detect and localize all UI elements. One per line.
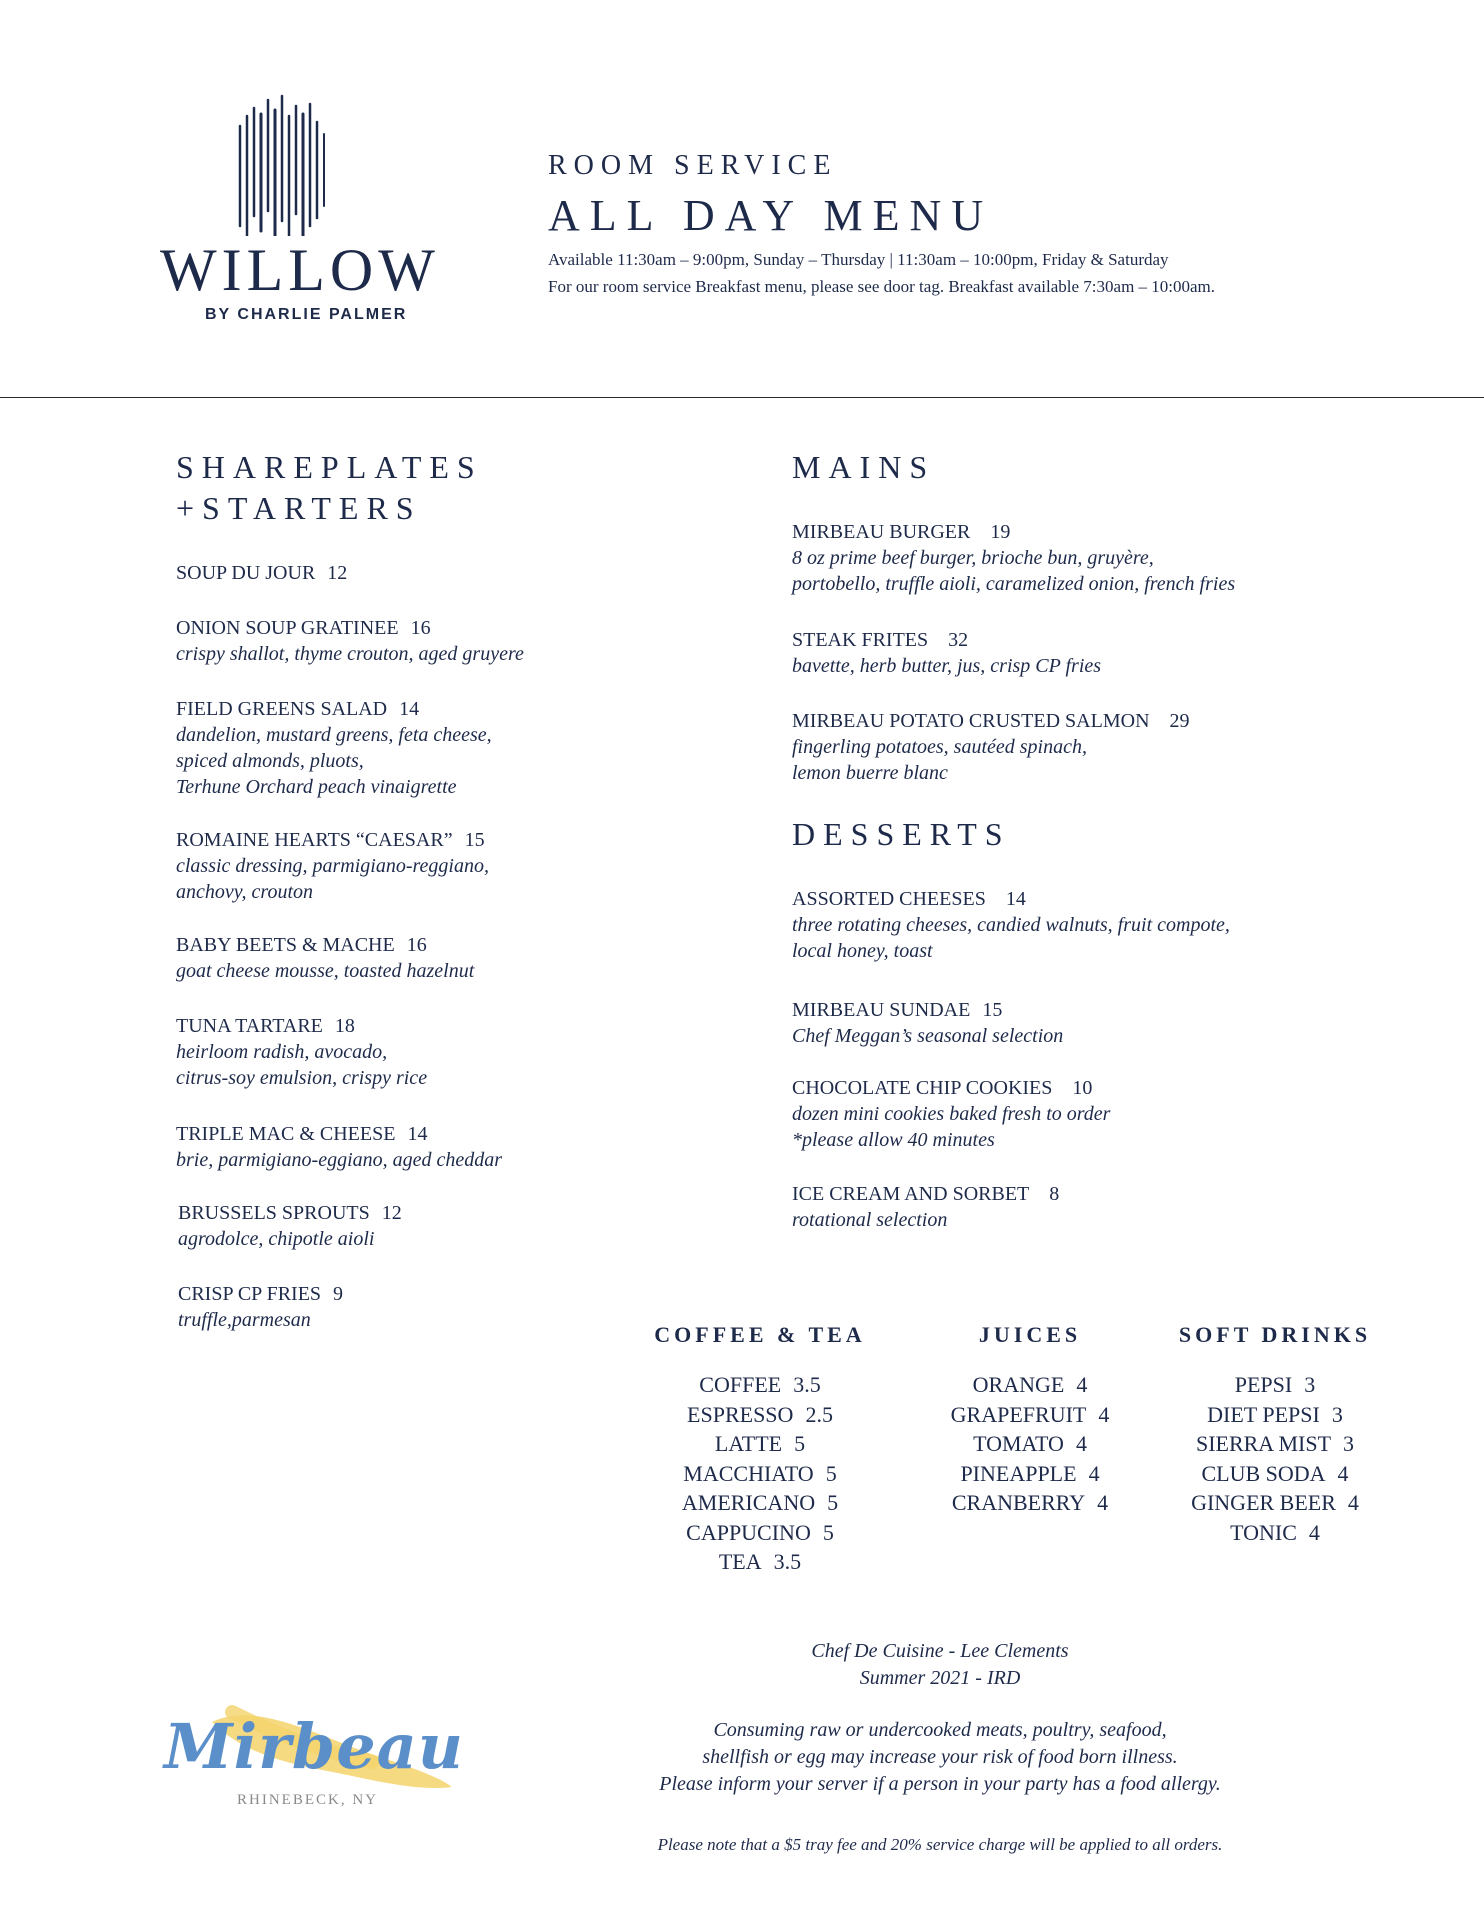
drink-name: GRAPEFRUIT xyxy=(950,1401,1087,1427)
item-description: rotational selection xyxy=(792,1209,948,1231)
item-name: MIRBEAU POTATO CRUSTED SALMON xyxy=(792,710,1150,732)
drink-name: GINGER BEER xyxy=(1191,1490,1336,1515)
item-price: 14 xyxy=(1005,888,1026,910)
menu-item xyxy=(178,1281,343,1333)
item-name: STEAK FRITES xyxy=(792,629,929,651)
item-name: ASSORTED CHEESES xyxy=(792,888,986,910)
header-subtitle: ROOM SERVICE xyxy=(548,150,838,181)
menu-item xyxy=(176,696,492,800)
menu-item xyxy=(792,1181,1059,1233)
health-warning-line-1: Consuming raw or undercooked meats, poultry, seafood, xyxy=(713,1719,1167,1741)
item-description: agrodolce, chipotle aioli xyxy=(178,1228,375,1250)
menu-item xyxy=(792,627,1101,679)
menu-item xyxy=(176,827,489,905)
item-description: three rotating cheeses, candied walnuts, fruit compote, local honey, toast xyxy=(792,914,1230,962)
item-price: 29 xyxy=(1169,710,1190,732)
item-price: 12 xyxy=(327,562,348,584)
shareplates-title xyxy=(176,447,483,529)
health-warning-line-2: shellfish or egg may increase your risk of food born illness. xyxy=(702,1746,1178,1768)
drink-item xyxy=(1160,1488,1390,1518)
item-description: fingerling potatoes, sautéed spinach, lemon buerre blanc xyxy=(792,736,1087,784)
drink-name: CAPPUCINO xyxy=(686,1519,811,1545)
willow-wordmark: WILLOW xyxy=(160,237,440,303)
item-name: ICE CREAM AND SORBET xyxy=(792,1183,1030,1205)
drink-price: 5 xyxy=(827,1490,839,1515)
chef-credit: Chef De Cuisine - Lee Clements xyxy=(811,1640,1069,1662)
allergy-notice: Please inform your server if a person in your party has a food allergy. xyxy=(659,1773,1221,1795)
item-price: 32 xyxy=(948,629,969,651)
drink-price: 4 xyxy=(1097,1490,1109,1515)
drink-price: 4 xyxy=(1088,1460,1100,1486)
drink-name: PINEAPPLE xyxy=(960,1460,1077,1486)
drink-name: PEPSI xyxy=(1234,1372,1293,1397)
item-name: BABY BEETS & MACHE xyxy=(176,934,395,956)
header-divider xyxy=(0,397,1484,398)
drink-price: 3.5 xyxy=(773,1549,802,1574)
drink-price: 5 xyxy=(825,1460,837,1486)
item-price: 9 xyxy=(333,1283,344,1305)
drink-item xyxy=(1160,1518,1390,1548)
drink-price: 4 xyxy=(1098,1401,1110,1427)
menu-item xyxy=(792,708,1190,786)
item-name: BRUSSELS SPROUTS xyxy=(178,1202,370,1224)
drink-item xyxy=(920,1459,1140,1489)
item-description: classic dressing, parmigiano-reggiano, anchovy, crouton xyxy=(176,855,489,903)
drink-name: SIERRA MIST xyxy=(1195,1431,1332,1456)
drink-item xyxy=(640,1518,880,1548)
item-description: dozen mini cookies baked fresh to order *please allow 40 minutes xyxy=(792,1103,1111,1151)
item-description: dandelion, mustard greens, feta cheese, spiced almonds, pluots, Terhune Orchard peach vinaigrette xyxy=(176,724,492,798)
drink-price: 3 xyxy=(1343,1431,1355,1456)
drink-price: 2.5 xyxy=(805,1401,833,1427)
menu-item xyxy=(176,615,524,667)
item-name: CHOCOLATE CHIP COOKIES xyxy=(792,1077,1053,1099)
drink-item xyxy=(1160,1459,1390,1489)
menu-item xyxy=(178,1200,402,1252)
item-price: 15 xyxy=(982,999,1003,1021)
drink-name: TONIC xyxy=(1230,1519,1297,1545)
shareplates-title-line1: SHAREPLATES xyxy=(176,449,483,485)
drink-item xyxy=(1160,1400,1390,1430)
drink-price: 4 xyxy=(1076,1372,1088,1397)
drink-price: 4 xyxy=(1075,1431,1087,1456)
item-description: 8 oz prime beef burger, brioche bun, gruyère, portobello, truffle aioli, caramelized onion, french fries xyxy=(792,547,1236,595)
drink-name: TOMATO xyxy=(973,1431,1064,1456)
menu-item xyxy=(176,1121,502,1173)
menu-item xyxy=(792,1075,1110,1153)
shareplates-title-line2: +STARTERS xyxy=(176,490,422,526)
item-price: 15 xyxy=(464,829,485,851)
drink-item xyxy=(920,1400,1140,1430)
hours-text: Available 11:30am – 9:00pm, Sunday – Thursday | 11:30am – 10:00pm, Friday & Saturday xyxy=(548,250,1169,269)
coffee-tea-title: COFFEE & TEA xyxy=(654,1322,866,1347)
item-name: MIRBEAU BURGER xyxy=(792,521,971,543)
drink-price: 4 xyxy=(1308,1519,1320,1545)
drink-name: MACCHIATO xyxy=(683,1460,814,1486)
item-price: 18 xyxy=(334,1015,355,1037)
soft-drinks-title: SOFT DRINKS xyxy=(1178,1322,1372,1347)
drink-price: 3 xyxy=(1304,1372,1316,1397)
item-name: TRIPLE MAC & CHEESE xyxy=(176,1123,396,1145)
item-name: ROMAINE HEARTS “CAESAR” xyxy=(176,829,453,851)
item-description: truffle,parmesan xyxy=(178,1309,311,1331)
page-title: ALL DAY MENU xyxy=(548,191,994,240)
drink-item xyxy=(640,1547,880,1577)
drink-item xyxy=(920,1370,1140,1400)
drink-item xyxy=(640,1488,880,1518)
breakfast-note: For our room service Breakfast menu, please see door tag. Breakfast available 7:30am – 10:00am. xyxy=(548,277,1216,296)
drink-price: 3.5 xyxy=(793,1372,821,1397)
drink-item xyxy=(1160,1370,1390,1400)
willow-branches-graphic xyxy=(160,86,460,236)
mirbeau-logo xyxy=(162,1692,462,1817)
drink-item xyxy=(920,1429,1140,1459)
drink-price: 5 xyxy=(822,1519,834,1545)
item-price: 14 xyxy=(407,1123,428,1145)
menu-item xyxy=(176,560,347,586)
item-description: bavette, herb butter, jus, crisp CP fries xyxy=(792,655,1102,677)
drink-price: 4 xyxy=(1337,1460,1349,1486)
menu-item xyxy=(792,519,1235,597)
drink-name: TEA xyxy=(718,1549,762,1574)
juices-title: JUICES xyxy=(978,1322,1082,1347)
drink-name: ESPRESSO xyxy=(687,1401,794,1427)
drink-item xyxy=(640,1459,880,1489)
willow-byline: BY CHARLIE PALMER xyxy=(205,306,408,323)
drink-name: LATTE xyxy=(714,1431,783,1456)
drink-name: CRANBERRY xyxy=(951,1490,1086,1515)
item-price: 19 xyxy=(990,521,1011,543)
item-price: 12 xyxy=(381,1202,402,1224)
drink-name: AMERICANO xyxy=(681,1490,816,1515)
drink-item xyxy=(920,1488,1140,1518)
drink-item xyxy=(640,1400,880,1430)
item-name: FIELD GREENS SALAD xyxy=(176,698,388,720)
item-name: MIRBEAU SUNDAE xyxy=(792,999,971,1021)
item-description: Chef Meggan’s seasonal selection xyxy=(792,1025,1064,1047)
season-label: Summer 2021 - IRD xyxy=(859,1667,1021,1689)
drink-item xyxy=(1160,1429,1390,1459)
mirbeau-wordmark: Mirbeau xyxy=(164,1710,464,1783)
item-price: 16 xyxy=(406,934,427,956)
drink-price: 3 xyxy=(1331,1401,1343,1427)
item-description: goat cheese mousse, toasted hazelnut xyxy=(176,960,475,982)
mains-title: MAINS xyxy=(792,449,936,485)
menu-item xyxy=(792,886,1230,964)
drink-price: 5 xyxy=(794,1431,806,1456)
service-charge-note: Please note that a $5 tray fee and 20% service charge will be applied to all orders. xyxy=(657,1835,1223,1854)
item-description: brie, parmigiano-eggiano, aged cheddar xyxy=(176,1149,503,1171)
mirbeau-location: RHINEBECK, NY xyxy=(237,1792,378,1808)
item-name: TUNA TARTARE xyxy=(176,1015,323,1037)
drink-item xyxy=(640,1429,880,1459)
drink-price: 4 xyxy=(1347,1490,1359,1515)
item-description: crispy shallot, thyme crouton, aged gruyere xyxy=(176,643,524,665)
drink-name: DIET PEPSI xyxy=(1207,1401,1320,1427)
item-price: 10 xyxy=(1072,1077,1093,1099)
drink-name: CLUB SODA xyxy=(1201,1460,1326,1486)
item-name: SOUP DU JOUR xyxy=(176,562,316,584)
item-price: 16 xyxy=(410,617,431,639)
menu-item xyxy=(176,932,474,984)
menu-item xyxy=(176,1013,427,1091)
item-description: heirloom radish, avocado, citrus-soy emulsion, crispy rice xyxy=(176,1041,428,1089)
menu-item xyxy=(792,997,1063,1049)
item-price: 14 xyxy=(399,698,420,720)
item-price: 8 xyxy=(1049,1183,1060,1205)
item-name: CRISP CP FRIES xyxy=(178,1283,322,1305)
drink-name: ORANGE xyxy=(972,1372,1065,1397)
soft-drinks-column xyxy=(1160,1322,1390,1547)
willow-logo xyxy=(160,86,460,326)
juices-column xyxy=(920,1322,1140,1518)
item-name: ONION SOUP GRATINEE xyxy=(176,617,399,639)
coffee-tea-column xyxy=(640,1322,880,1577)
drink-item xyxy=(640,1370,880,1400)
desserts-title: DESSERTS xyxy=(792,816,1011,852)
drink-name: COFFEE xyxy=(699,1372,782,1397)
